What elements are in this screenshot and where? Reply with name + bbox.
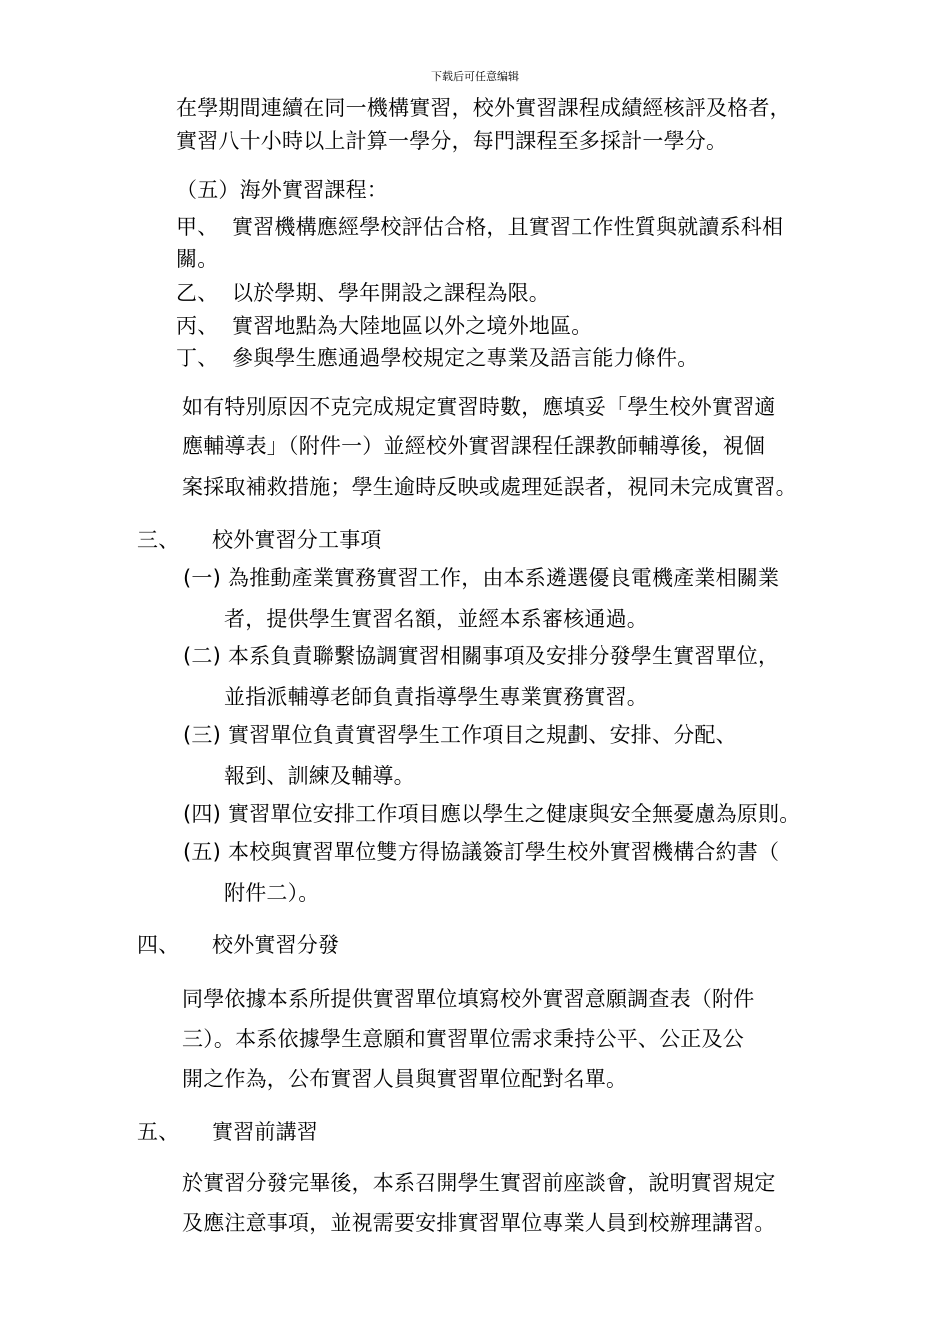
- paragraph-line: 及應注意事項，並視需要安排實習單位專業人員到校辦理講習。: [182, 1211, 776, 1235]
- paragraph-line: 開之作為，公布實習人員與實習單位配對名單。: [182, 1067, 628, 1091]
- section-number: 五、: [137, 1120, 180, 1144]
- note-line: 應輔導表」（附件一）並經校外實習課程任課教師輔導後，視個: [182, 434, 766, 458]
- section-number: 四、: [137, 933, 180, 957]
- list-item-text: 本校與實習單位雙方得協議簽訂學生校外實習機構合約書（: [228, 840, 780, 864]
- list-marker: (一): [183, 566, 221, 590]
- list-marker: 甲、: [176, 215, 219, 239]
- item5-title: （五）海外實習課程：: [176, 178, 388, 202]
- paragraph-line: 同學依據本系所提供實習單位填寫校外實習意願調查表（附件: [182, 987, 755, 1011]
- list-marker: 乙、: [176, 281, 219, 305]
- list-item-text: 為推動產業實務實習工作，由本系遴選優良電機產業相關業: [228, 566, 780, 590]
- list-item-text: 報到、訓練及輔導。: [224, 764, 415, 788]
- list-item-text: 以於學期、學年開設之課程為限。: [232, 281, 550, 305]
- list-item-text: 實習地點為大陸地區以外之境外地區。: [232, 314, 593, 338]
- page-header: 下载后可任意编辑: [431, 70, 519, 83]
- note-line: 如有特別原因不克完成規定實習時數，應填妥「學生校外實習適: [182, 395, 776, 419]
- list-marker: 丙、: [176, 314, 219, 338]
- paragraph-line: 三）。本系依據學生意願和實習單位需求秉持公平、公正及公: [182, 1027, 744, 1051]
- list-marker: (四): [183, 802, 221, 826]
- list-marker: 丁、: [176, 346, 219, 370]
- paragraph-line: 在學期間連續在同一機構實習，校外實習課程成績經核評及格者，: [176, 96, 791, 120]
- section-number: 三、: [137, 528, 180, 552]
- section-title: 實習前講習: [212, 1120, 318, 1144]
- list-marker: (三): [183, 723, 221, 747]
- list-item-cont: 關。: [176, 247, 219, 271]
- list-item-text: 實習機構應經學校評估合格，且實習工作性質與就讀系科相: [232, 215, 784, 239]
- list-marker: (五): [183, 840, 221, 864]
- note-line: 案採取補救措施；學生逾時反映或處理延誤者，視同未完成實習。: [182, 475, 797, 499]
- section-title: 校外實習分發: [212, 933, 340, 957]
- list-item-text: 參與學生應通過學校規定之專業及語言能力條件。: [232, 346, 699, 370]
- paragraph-line: 於實習分發完畢後，本系召開學生實習前座談會，說明實習規定: [182, 1171, 776, 1195]
- list-item-text: 實習單位負責實習學生工作項目之規劃、安排、分配、: [228, 723, 737, 747]
- section-title: 校外實習分工事項: [212, 528, 382, 552]
- list-marker: (二): [183, 644, 221, 668]
- list-item-text: 並指派輔導老師負責指導學生專業實務實習。: [224, 685, 648, 709]
- list-item-text: 附件二）。: [224, 881, 320, 905]
- list-item-text: 本系負責聯繫協調實習相關事項及安排分發學生實習單位，: [228, 644, 780, 668]
- list-item-text: 實習單位安排工作項目應以學生之健康與安全無憂慮為原則。: [228, 802, 801, 826]
- list-item-text: 者，提供學生實習名額，並經本系審核通過。: [224, 607, 648, 631]
- paragraph-line: 實習八十小時以上計算一學分，每門課程至多採計一學分。: [176, 129, 728, 153]
